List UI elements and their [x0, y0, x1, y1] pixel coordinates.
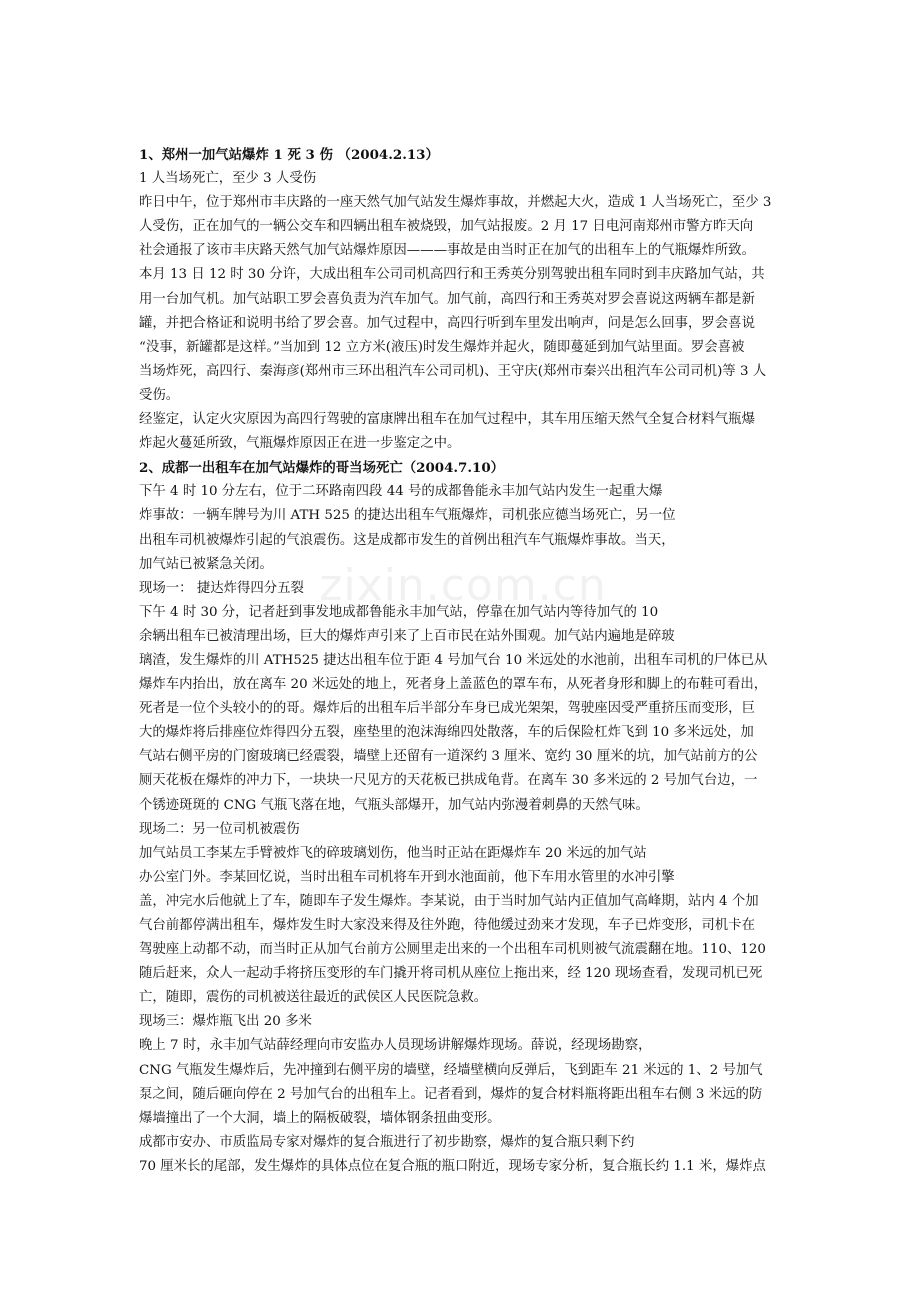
text-line: 泵之间，随后砸向停在 2 号加气台的出租车上。记者看到，爆炸的复合材料瓶将距出租车右侧 3 米远的防	[139, 1086, 763, 1102]
text-line: 加气站员工李某左手臂被炸飞的碎玻璃划伤，他当时正站在距爆炸车 20 米远的加气站	[139, 845, 647, 861]
text-line: 经鉴定，认定火灾原因为高四行驾驶的富康牌出租车在加气过程中，其车用压缩天然气全复合材料气瓶爆	[139, 412, 755, 428]
section-heading: 2、成都一出租车在加气站爆炸的哥当场死亡（2004.7.10）	[139, 460, 505, 477]
text-line: 大的爆炸将后排座位炸得四分五裂，座垫里的泡沫海绵四处散落，车的后保险杠炸飞到 10 多米远处，加	[139, 725, 754, 741]
text-line: 加气站已被紧急关闭。	[139, 556, 273, 572]
text-line: 现场二：另一位司机被震伤	[139, 821, 300, 837]
text-line: 炸起火蔓延所致，气瓶爆炸原因正在进一步鉴定之中。	[139, 436, 461, 452]
text-line: 盖，冲完水后他就上了车，随即车子发生爆炸。李某说，由于当时加气站内正值加气高峰期，站内 4 个加	[139, 893, 759, 909]
text-line: 随后赶来，众人一起动手将挤压变形的车门撬开将司机从座位上拖出来，经 120 现场查看，发现司机已死	[139, 966, 763, 982]
text-line: 炸事故：一辆车牌号为川 ATH 525 的捷达出租车气瓶爆炸，司机张应德当场死亡，另一位	[139, 508, 676, 524]
text-line: 现场三：爆炸瓶飞出 20 多米	[139, 1014, 312, 1030]
watermark: zixin.com.cn	[319, 560, 607, 611]
text-line: 用一台加气机。加气站职工罗会喜负责为汽车加气。加气前，高四行和王秀英对罗会喜说这两辆车都是新	[139, 291, 755, 307]
text-line: 厕天花板在爆炸的冲力下，一块块一尺见方的天花板已拱成龟背。在离车 30 多米远的 2 号加气台边，一	[139, 773, 758, 789]
text-line: 成都市安办、市质监局专家对爆炸的复合瓶进行了初步勘察，爆炸的复合瓶只剩下约	[139, 1134, 635, 1150]
text-line: 出租车司机被爆炸引起的气浪震伤。这是成都市发生的首例出租汽车气瓶爆炸事故。当天，	[139, 532, 675, 548]
text-line: 璃渣，发生爆炸的川 ATH525 捷达出租车位于距 4 号加气台 10 米远处的水池前，出租车司机的尸体已从	[139, 652, 768, 668]
text-line: 晚上 7 时，永丰加气站薛经理向市安监办人员现场讲解爆炸现场。薛说，经现场勘察，	[139, 1038, 652, 1054]
text-line: 爆炸车内抬出，放在离车 20 米远处的地上，死者身上盖蓝色的罩车布，从死者身形和脚上的布鞋可看出，	[139, 677, 768, 693]
section-heading: 1、郑州一加气站爆炸 1 死 3 伤 （2004.2.13）	[139, 147, 439, 163]
text-line: 气台前都停满出租车，爆炸发生时大家没来得及往外跑，待他缓过劲来才发现，车子已炸变形，司机卡在	[139, 918, 755, 933]
text-line: 罐，并把合格证和说明书给了罗会喜。加气过程中，高四行听到车里发出响声，问是怎么回事，罗会喜说	[139, 315, 755, 331]
text-line: 气站右侧平房的门窗玻璃已经震裂，墙壁上还留有一道深约 3 厘米、宽约 30 厘米的坑，加气站前方的公	[139, 749, 758, 765]
text-line: 受伤。	[139, 387, 180, 403]
document-body	[139, 143, 799, 1179]
text-line: 昨日中午，位于郑州市丰庆路的一座天然气加气站发生爆炸事故，并燃起大火，造成 1 人当场死亡，至少 3	[139, 195, 772, 211]
text-line: 下午 4 时 30 分，记者赶到事发地成都鲁能永丰加气站，停靠在加气站内等待加气的 10	[139, 604, 659, 620]
text-line: 当场炸死，高四行、秦海彦(郑州市三环出租汽车公司司机)、王守庆(郑州市秦兴出租汽车公司司机)等 3 人	[139, 363, 767, 379]
text-line: 人受伤，正在加气的一辆公交车和四辆出租车被烧毁，加气站报废。2 月 17 日电河南郑州市警方昨天向	[139, 219, 754, 235]
text-line: 下午 4 时 10 分左右，位于二环路南四段 44 号的成都鲁能永丰加气站内发生一起重大爆	[139, 484, 663, 500]
text-line: 70 厘米长的尾部，发生爆炸的具体点位在复合瓶的瓶口附近，现场专家分析，复合瓶长约 1.1 米，爆炸点	[139, 1158, 766, 1174]
text-line: “没事，新罐都是这样。”当加到 12 立方米(液压)时发生爆炸并起火，随即蔓延到加气站里面。罗会喜被	[139, 339, 745, 355]
text-line: 1 人当场死亡，至少 3 人受伤	[139, 171, 317, 187]
text-line: 个锈迹斑斑的 CNG 气瓶飞落在地，气瓶头部爆开，加气站内弥漫着刺鼻的天然气味。	[139, 797, 649, 813]
text-line: CNG 气瓶发生爆炸后，先冲撞到右侧平房的墙壁，经墙壁横向反弹后，飞到距车 21 米远的 1、2 号加气	[139, 1062, 763, 1078]
text-line: 办公室门外。李某回忆说，当时出租车司机将车开到水池面前，他下车用水管里的水冲引擎	[139, 869, 675, 885]
text-line: 亡，随即，震伤的司机被送往最近的武侯区人民医院急救。	[139, 990, 488, 1006]
text-line: 现场一： 捷达炸得四分五裂	[139, 580, 304, 596]
text-line: 死者是一位个头较小的的哥。爆炸后的出租车后半部分车身已成光架架，驾驶座因受严重挤压而变形，巨	[139, 701, 755, 717]
text-line: 余辆出租车已被清理出场，巨大的爆炸声引来了上百市民在站外围观。加气站内遍地是碎玻	[139, 628, 675, 644]
text-line: 社会通报了该市丰庆路天然气加气站爆炸原因———事故是由当时正在加气的出租车上的气瓶爆炸所致。	[139, 243, 755, 259]
text-line: 驾驶座上动都不动，而当时正从加气台前方公厕里走出来的一个出租车司机则被气流震翻在地。110、120	[139, 942, 766, 958]
text-line: 本月 13 日 12 时 30 分许，大成出租车公司司机高四行和王秀英分别驾驶出租车同时到丰庆路加气站，共	[139, 267, 765, 283]
text-line: 爆墙撞出了一个大洞，墙上的隔板破裂，墙体钢条扭曲变形。	[139, 1110, 501, 1126]
